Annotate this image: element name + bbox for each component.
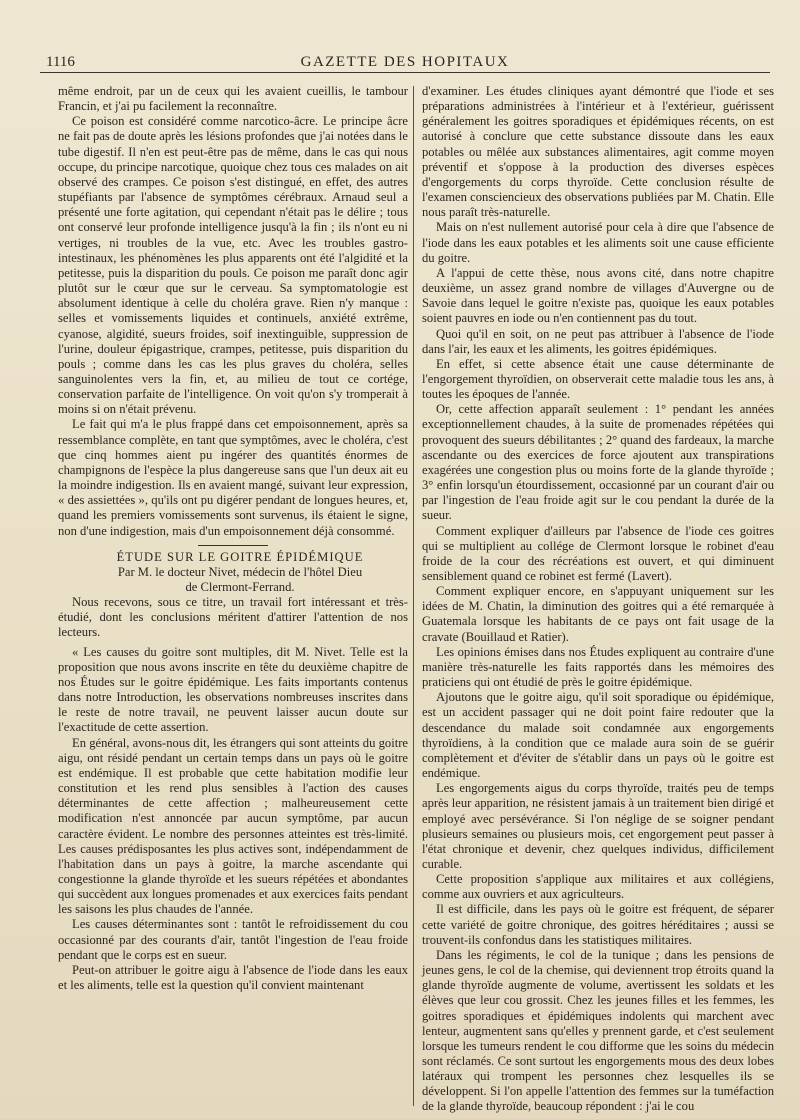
paragraph: En effet, si cette absence était une cause déterminante de l'engorgement thyroïdien, on observerait cette maladie tous les ans, à toutes les époques de l'année. (422, 356, 774, 402)
paragraph: Les engorgements aigus du corps thyroïde, traités peu de temps après leur apparition, ne résistent jamais à un traitement bien dirigé et employé avec persévérance. Si l'on néglige de se soigner pendant plusieurs semaines ou plusieurs mois, cet engorgement peut passer à l'état chronique et devenir, chez quelques individus, difficilement curable. (422, 781, 774, 871)
paragraph: Ajoutons que le goitre aigu, qu'il soit sporadique ou épidémique, est un accident passager qui ne doit point faire redouter que la descendance du malade soit condamnée aux engorgements thyroïdiens, à la condition que ce malade aura soin de se guérir complètement et d'éviter de s'établir dans un pays où le goitre est endémique. (422, 690, 774, 781)
left-column (58, 84, 408, 993)
paragraph: Comment expliquer d'ailleurs par l'absence de l'iode ces goitres qui se multiplient au collége de Clermont lorsque le robinet d'eau froide de la cour des récréations est ouvert, et qui diminuent sensiblement quand ce robinet est fermé (Lavert). (422, 523, 774, 583)
paragraph: Comment expliquer encore, en s'appuyant uniquement sur les idées de M. Chatin, la diminution des goitres qui a été remarquée à Guatemala lorsque les habitants de ce pays ont fait usage de la cravate (Bouillaud et Ratier). (422, 584, 774, 644)
paragraph: Nous recevons, sous ce titre, un travail fort intéressant et très-étudié, dont les conclusions méritent d'attirer l'attention de nos lecteurs. (58, 595, 408, 640)
paragraph: Mais on n'est nullement autorisé pour cela à dire que l'absence de l'iode dans les eaux potables et les aliments soit une cause efficiente du goitre. (422, 220, 774, 265)
right-column (422, 84, 774, 1115)
paragraph: Les opinions émises dans nos Études expliquent au contraire d'une manière très-naturelle les faits rapportés dans les mémoires des praticiens qui ont étudié de près le goitre épidémique. (422, 644, 774, 690)
section-title: ÉTUDE SUR LE GOITRE ÉPIDÉMIQUE (116, 549, 364, 564)
paragraph: Peut-on attribuer le goitre aigu à l'absence de l'iode dans les eaux et les aliments, telle est la question qu'il convient maintenant (58, 962, 408, 993)
paragraph: Il est difficile, dans les pays où le goitre est fréquent, de séparer cette variété de goitre chronique, des goitres héréditaires ; aussi se trouvent-ils confondus dans les statistiques militaires. (422, 902, 774, 947)
paragraph: Dans les régiments, le col de la tunique ; dans les pensions de jeunes gens, le col de la chemise, qui deviennent trop étroits quand la glande thyroïde augmente de volume, avertissent les soldats et les élèves que leur cou grossit. Chez les jeunes filles et les femmes, les goitres sporadiques et épidémiques indolents qui marchent avec lenteur, augmentent sans qu'elles y prennent garde, et c'est seulement lorsque les tumeurs rendent le cou difforme que les soins du médecin sont réclamés. Ce sont surtout les engorgements mous des deux lobes latéraux qui trompent les personnes chez lesquelles ils se développent. Si l'on appelle l'attention des femmes sur la tuméfaction de la glande thyroïde, beaucoup répondent : j'ai le cou (422, 947, 774, 1114)
page-header (40, 50, 770, 73)
paragraph: Quoi qu'il en soit, on ne peut pas attribuer à l'absence de l'iode dans l'air, les eaux et les aliments, les goitres épidémiques. (422, 326, 774, 356)
section-byline-place: de Clermont-Ferrand. (185, 580, 295, 594)
paragraph: Or, cette affection apparaît seulement : 1° pendant les années exceptionnellement chaudes, à la suite de promenades répétées qui provoquent des sueurs débilitantes ; 2° quand des fardeaux, la marche ascendante ou des exercices de force ajoutent aux transpirations exagérées une congestion plus ou moins forte de la glande thyroïde ; 3° enfin lorsqu'un étourdissement, occasionné par un courant d'air ou par l'ingestion de l'eau froide agit sur le cou pendant la durée de la sueur. (422, 402, 774, 523)
section-rule (198, 545, 268, 546)
page-number: 1116 (46, 54, 75, 70)
section-byline: Par M. le docteur Nivet, médecin de l'hôtel Dieu (117, 564, 363, 579)
paragraph: « Les causes du goitre sont multiples, dit M. Nivet. Telle est la proposition que nous avons inscrite en tête du deuxième chapitre de nos Études sur le goitre épidémique. Les faits importants contenus dans notre Introduction, les observations nombreuses inscrites dans le reste de notre travail, ne peuvent laisser aucun doute sur l'exactitude de cette assertion. (58, 644, 408, 735)
paragraph: Cette proposition s'applique aux militaires et aux collégiens, comme aux ouvriers et aux agriculteurs. (422, 872, 774, 902)
paragraph: A l'appui de cette thèse, nous avons cité, dans notre chapitre deuxième, un assez grand nombre de villages d'Auvergne ou de Savoie dans lequel le goitre n'existe pas, quoique les eaux potables soient pauvres en iode ou n'en contiennent pas du tout. (422, 265, 774, 326)
paragraph: Les causes déterminantes sont : tantôt le refroidissement du cou occasionné par des courants d'air, tantôt l'ingestion de l'eau froide pendant que le corps est en sueur. (58, 917, 408, 962)
paragraph: d'examiner. Les études cliniques ayant démontré que l'iode et ses préparations administrées à l'intérieur et à l'extérieur, guérissent généralement les goitres sporadiques et épidémiques récents, on est autorisé à conclure que cette substance dissoute dans les eaux potables ou mêlée aux substances alimentaires, agit comme moyen préventif et s'oppose à la production des diverses espèces d'engorgements du corps thyroïde. Cette conclusion résulte de l'examen consciencieux des observations publiées par M. Chatin. Elle nous paraît très-naturelle. (422, 84, 774, 220)
column-divider (413, 86, 414, 1106)
journal-title: GAZETTE DES HOPITAUX (300, 54, 510, 70)
paragraph: Le fait qui m'a le plus frappé dans cet empoisonnement, après sa ressemblance complète, en tant que symptômes, avec le choléra, c'est que cinq hommes aient pu ingérer des quantités énormes de champignons de l'espèce la plus dangereuse sans que l'un deux ait eu la moindre indigestion. Ils en avaient mangé, suivant leur expression, « des assiettées », qu'ils ont pu digérer pendant de longues heures, et, quand les premiers vomissements sont survenus, ils étaient le signe, non d'une indigestion, mais d'un empoisonnement déjà consommé. (58, 417, 408, 538)
paragraph: même endroit, par un de ceux qui les avaient cueillis, le tambour Francin, et j'ai pu facilement la reconnaître. (58, 84, 408, 114)
paragraph: Ce poison est considéré comme narcotico-âcre. Le principe âcre ne fait pas de doute après les lésions profondes que j'ai notées dans le tube digestif. Il n'en est peut-être pas de même, dans le cas qui nous occupe, du principe narcotique, quoique chez tous ces malades on ait observé des crampes. Ce poison s'est distingué, en effet, des autres stupéfiants par l'absence de symptômes cérébraux. Arnaud seul a présenté une forte agitation, qui cependant n'était pas le délire ; tous ont conservé leur profonde intelligence jusqu'à la fin ; ils n'ont eu ni vertiges, ni troubles de la vue, etc. Avec les troubles gastro-intestinaux, les phénomènes les plus apparents ont été l'algidité et la petitesse, puis la disparition du pouls. Ce poison me paraît donc agir plutôt sur le cœur que sur le cerveau. Sa symptomatologie est absolument identique à celle du choléra grave. Rien n'y manque : selles et vomissements liquides et continuels, anxiété extrême, cyanose, algidité, sueurs froides, soif inextinguible, suppression de l'urine, douleur épigastrique, crampes, petitesse, puis disparition du pouls ; comme dans les cas les plus graves du choléra, selles sanguinolentes vers la fin, et, au milieu de tout ce cortége, conservation parfaite de l'intelligence. On voit qu'on s'y tromperait à moins si on n'était prévenu. (58, 114, 408, 417)
paragraph: En général, avons-nous dit, les étrangers qui sont atteints du goitre aigu, ont résidé pendant un certain temps dans un pays où le goitre est endémique. Il est probable que cette habitation modifie leur constitution et les rend plus sensibles à l'action des causes déterminantes de cette affection ; malheureusement cette modification n'est annoncée par aucun symptôme, par aucun caractère évident. Le nombre des personnes atteintes est très-limité. Les causes prédisposantes les plus actives sont, indépendamment de l'habitation dans un pays à goitre, la marche ascendante qui congestionne la glande thyroïde et les sueurs répétées et abondantes qui succèdent aux longues promenades et aux exercices faits pendant les saisons les plus chaudes de l'année. (58, 735, 408, 917)
